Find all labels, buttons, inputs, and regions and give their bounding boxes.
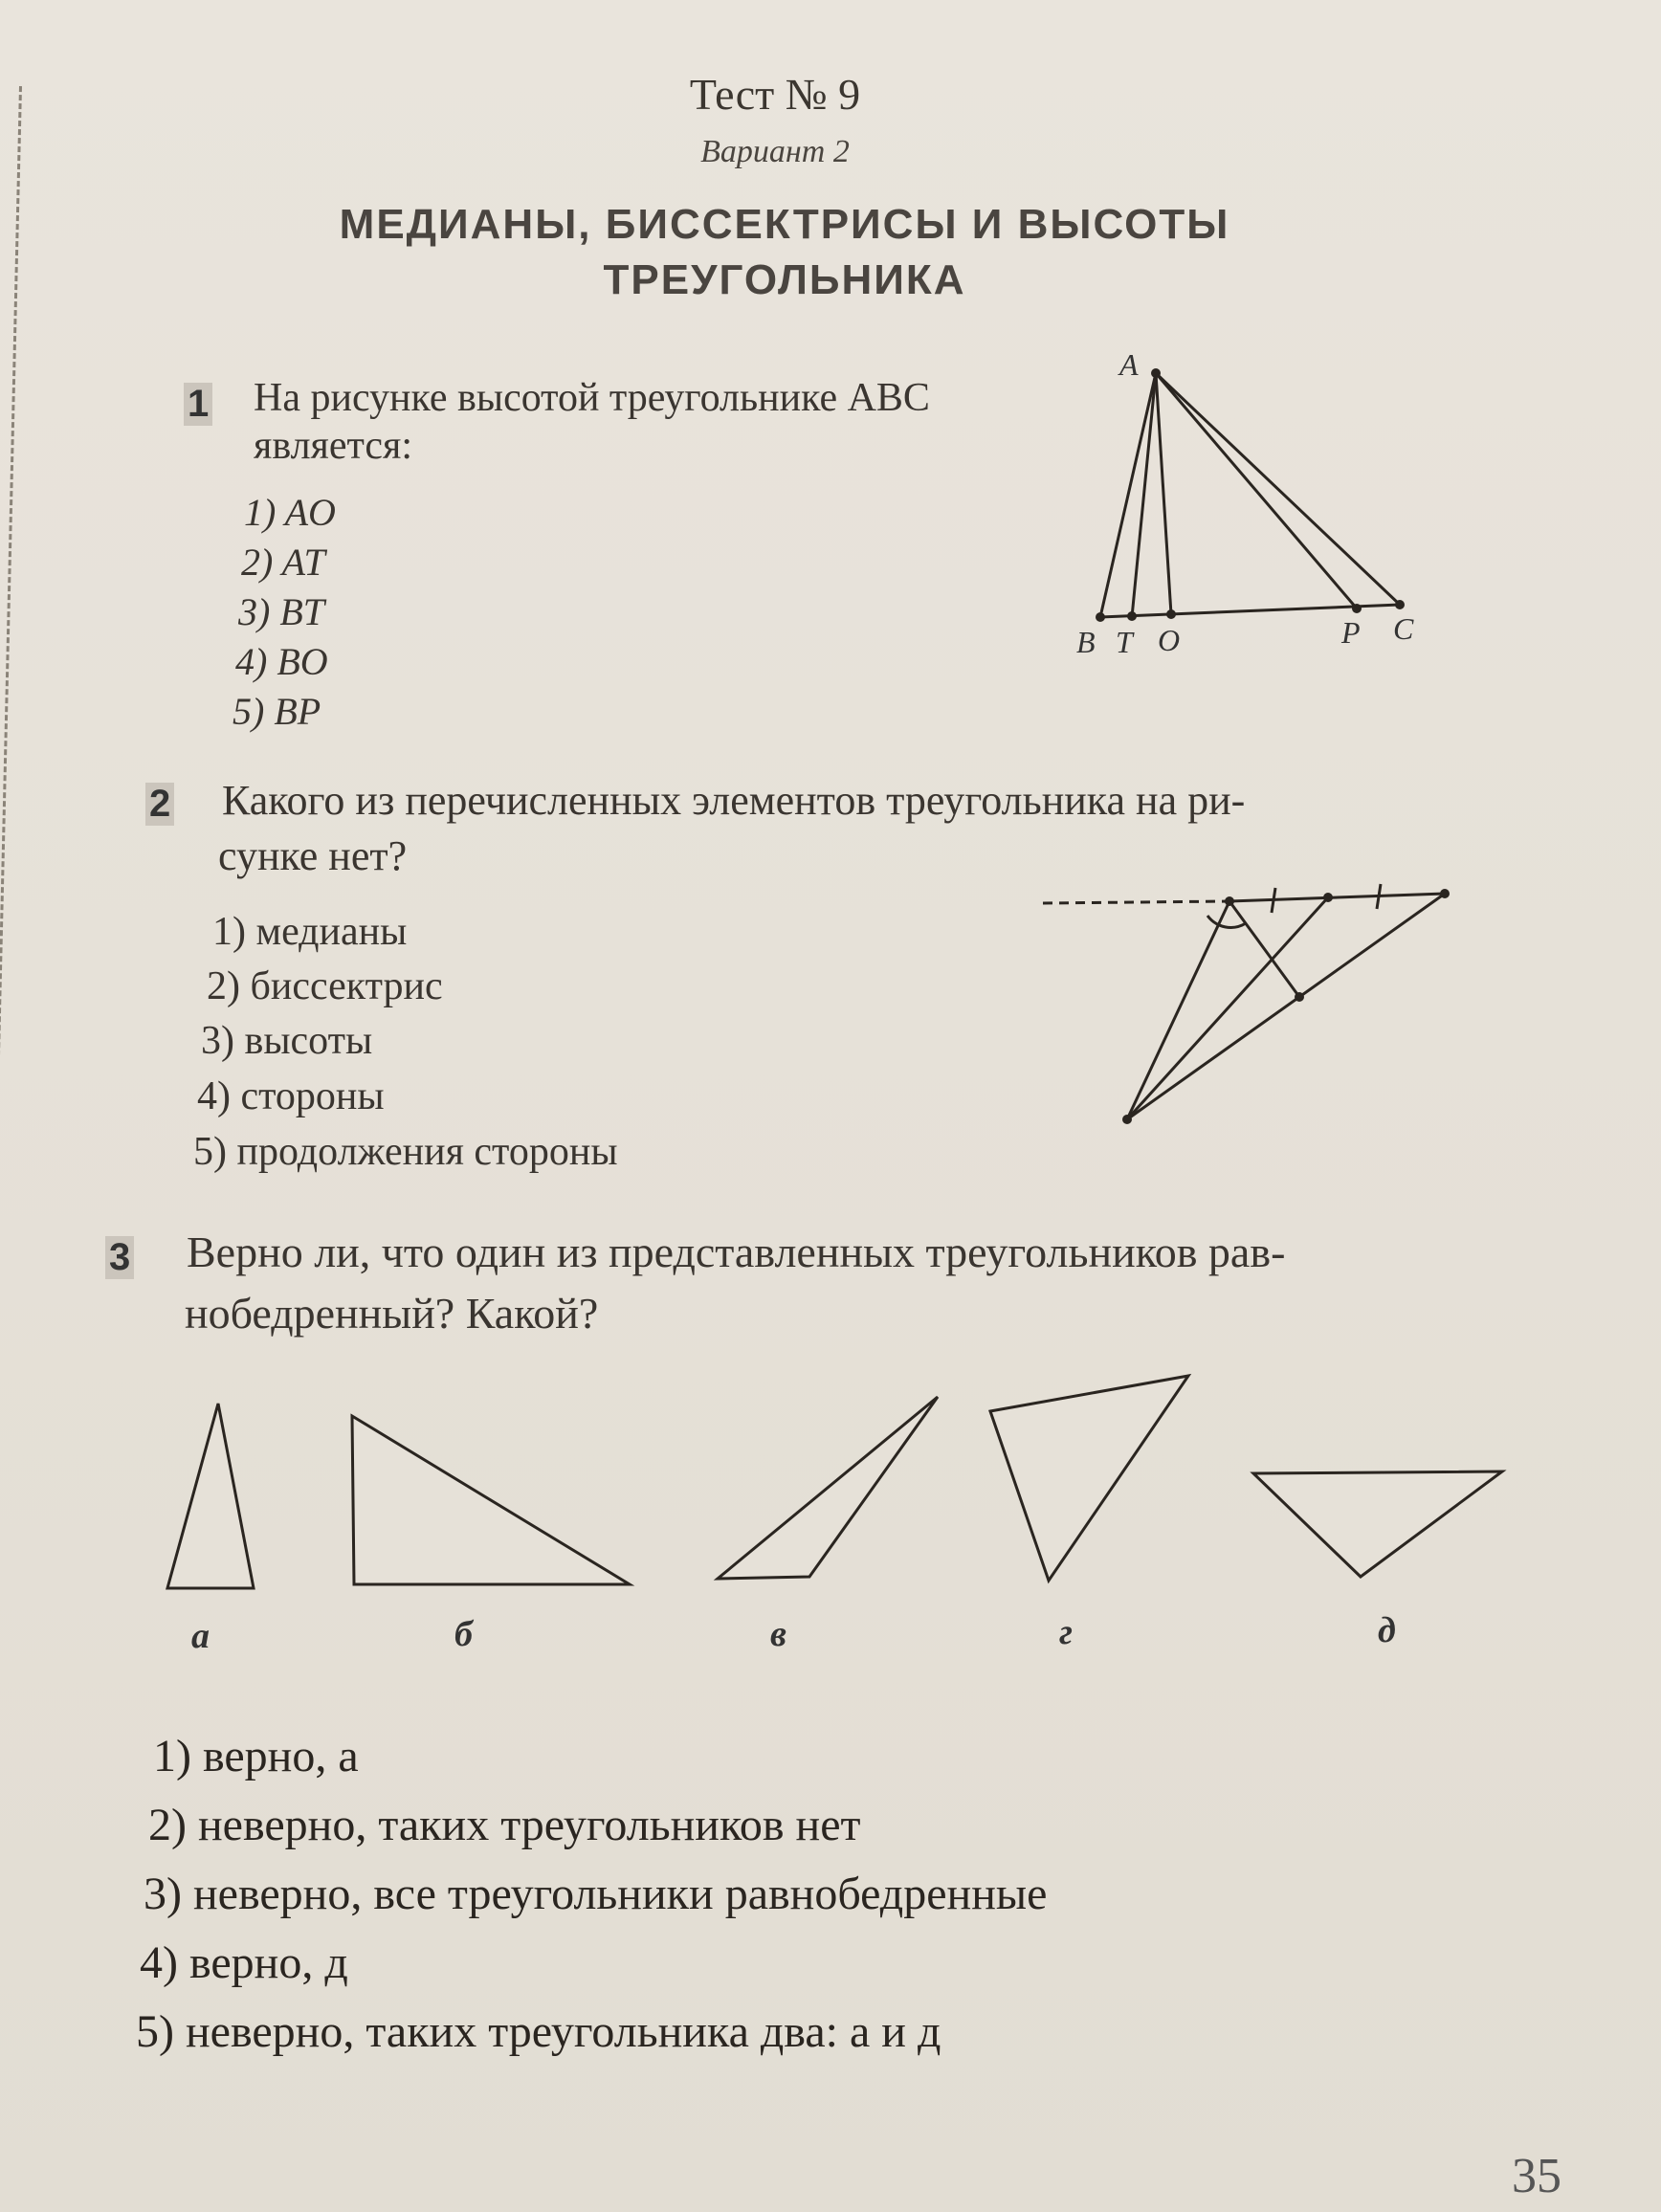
q1-option-3[interactable]: 3) BT	[238, 590, 324, 633]
question-3-text-line1: Верно ли, что один из представленных треугольников рав-	[187, 1228, 1286, 1276]
page-number: 35	[1512, 2149, 1561, 2203]
triangle-v-label: в	[770, 1614, 786, 1654]
triangle-d-label: д	[1378, 1610, 1396, 1650]
triangle-b	[352, 1416, 630, 1584]
question-3-number: 3	[105, 1236, 134, 1279]
topic-title-line1: МЕДИАНЫ, БИССЕКТРИСЫ И ВЫСОТЫ	[339, 201, 1230, 248]
triangle-g	[990, 1376, 1188, 1581]
q2-option-4[interactable]: 4) стороны	[197, 1074, 385, 1118]
question-1-text-line1: На рисунке высотой треугольнике ABC	[254, 376, 930, 420]
triangle-a-label: а	[191, 1616, 210, 1656]
triangle-a	[167, 1404, 254, 1588]
q3-option-1[interactable]: 1) верно, а	[153, 1731, 359, 1781]
label-B: B	[1076, 625, 1096, 659]
label-O: O	[1158, 623, 1181, 657]
q1-option-5[interactable]: 5) BP	[233, 690, 321, 733]
question-3-text-line2: нобедренный? Какой?	[185, 1289, 599, 1338]
cut-line	[0, 86, 28, 2134]
triangle-g-label: г	[1059, 1612, 1074, 1652]
topic-title-line2: ТРЕУГОЛЬНИКА	[603, 256, 966, 303]
q3-option-3[interactable]: 3) неверно, все треугольники равнобедренные	[144, 1869, 1048, 1919]
label-T: T	[1116, 625, 1133, 659]
q2-option-2[interactable]: 2) биссектрис	[207, 964, 443, 1008]
q2-triangle-figure	[1033, 871, 1473, 1129]
q1-option-1[interactable]: 1) AO	[244, 491, 336, 534]
q1-triangle-figure	[1052, 344, 1435, 670]
q1-option-2[interactable]: 2) AT	[241, 541, 325, 584]
test-number: Тест № 9	[689, 70, 861, 119]
triangle-v	[718, 1397, 938, 1579]
label-C: C	[1393, 611, 1414, 646]
question-2-text-line2: сунке нет?	[218, 832, 408, 879]
q3-option-4[interactable]: 4) верно, д	[140, 1937, 348, 1988]
question-2-text-line1: Какого из перечисленных элементов треугольника на ри-	[222, 777, 1246, 824]
label-A: A	[1119, 347, 1139, 382]
q3-option-2[interactable]: 2) неверно, таких треугольников нет	[148, 1800, 861, 1850]
q3-option-5[interactable]: 5) неверно, таких треугольника два: а и д	[136, 2006, 941, 2057]
variant: Вариант 2	[700, 134, 850, 169]
q2-option-5[interactable]: 5) продолжения стороны	[193, 1130, 618, 1174]
q3-triangles-figure	[144, 1359, 1531, 1655]
q1-option-4[interactable]: 4) BO	[235, 640, 328, 683]
label-P: P	[1341, 615, 1361, 650]
q2-option-3[interactable]: 3) высоты	[201, 1019, 373, 1063]
question-1-text-line2: является:	[254, 424, 413, 468]
triangle-b-label: б	[454, 1614, 473, 1654]
triangle-d	[1253, 1471, 1502, 1577]
question-2-number: 2	[145, 783, 174, 826]
q2-option-1[interactable]: 1) медианы	[212, 910, 408, 954]
question-1-number: 1	[184, 383, 212, 426]
